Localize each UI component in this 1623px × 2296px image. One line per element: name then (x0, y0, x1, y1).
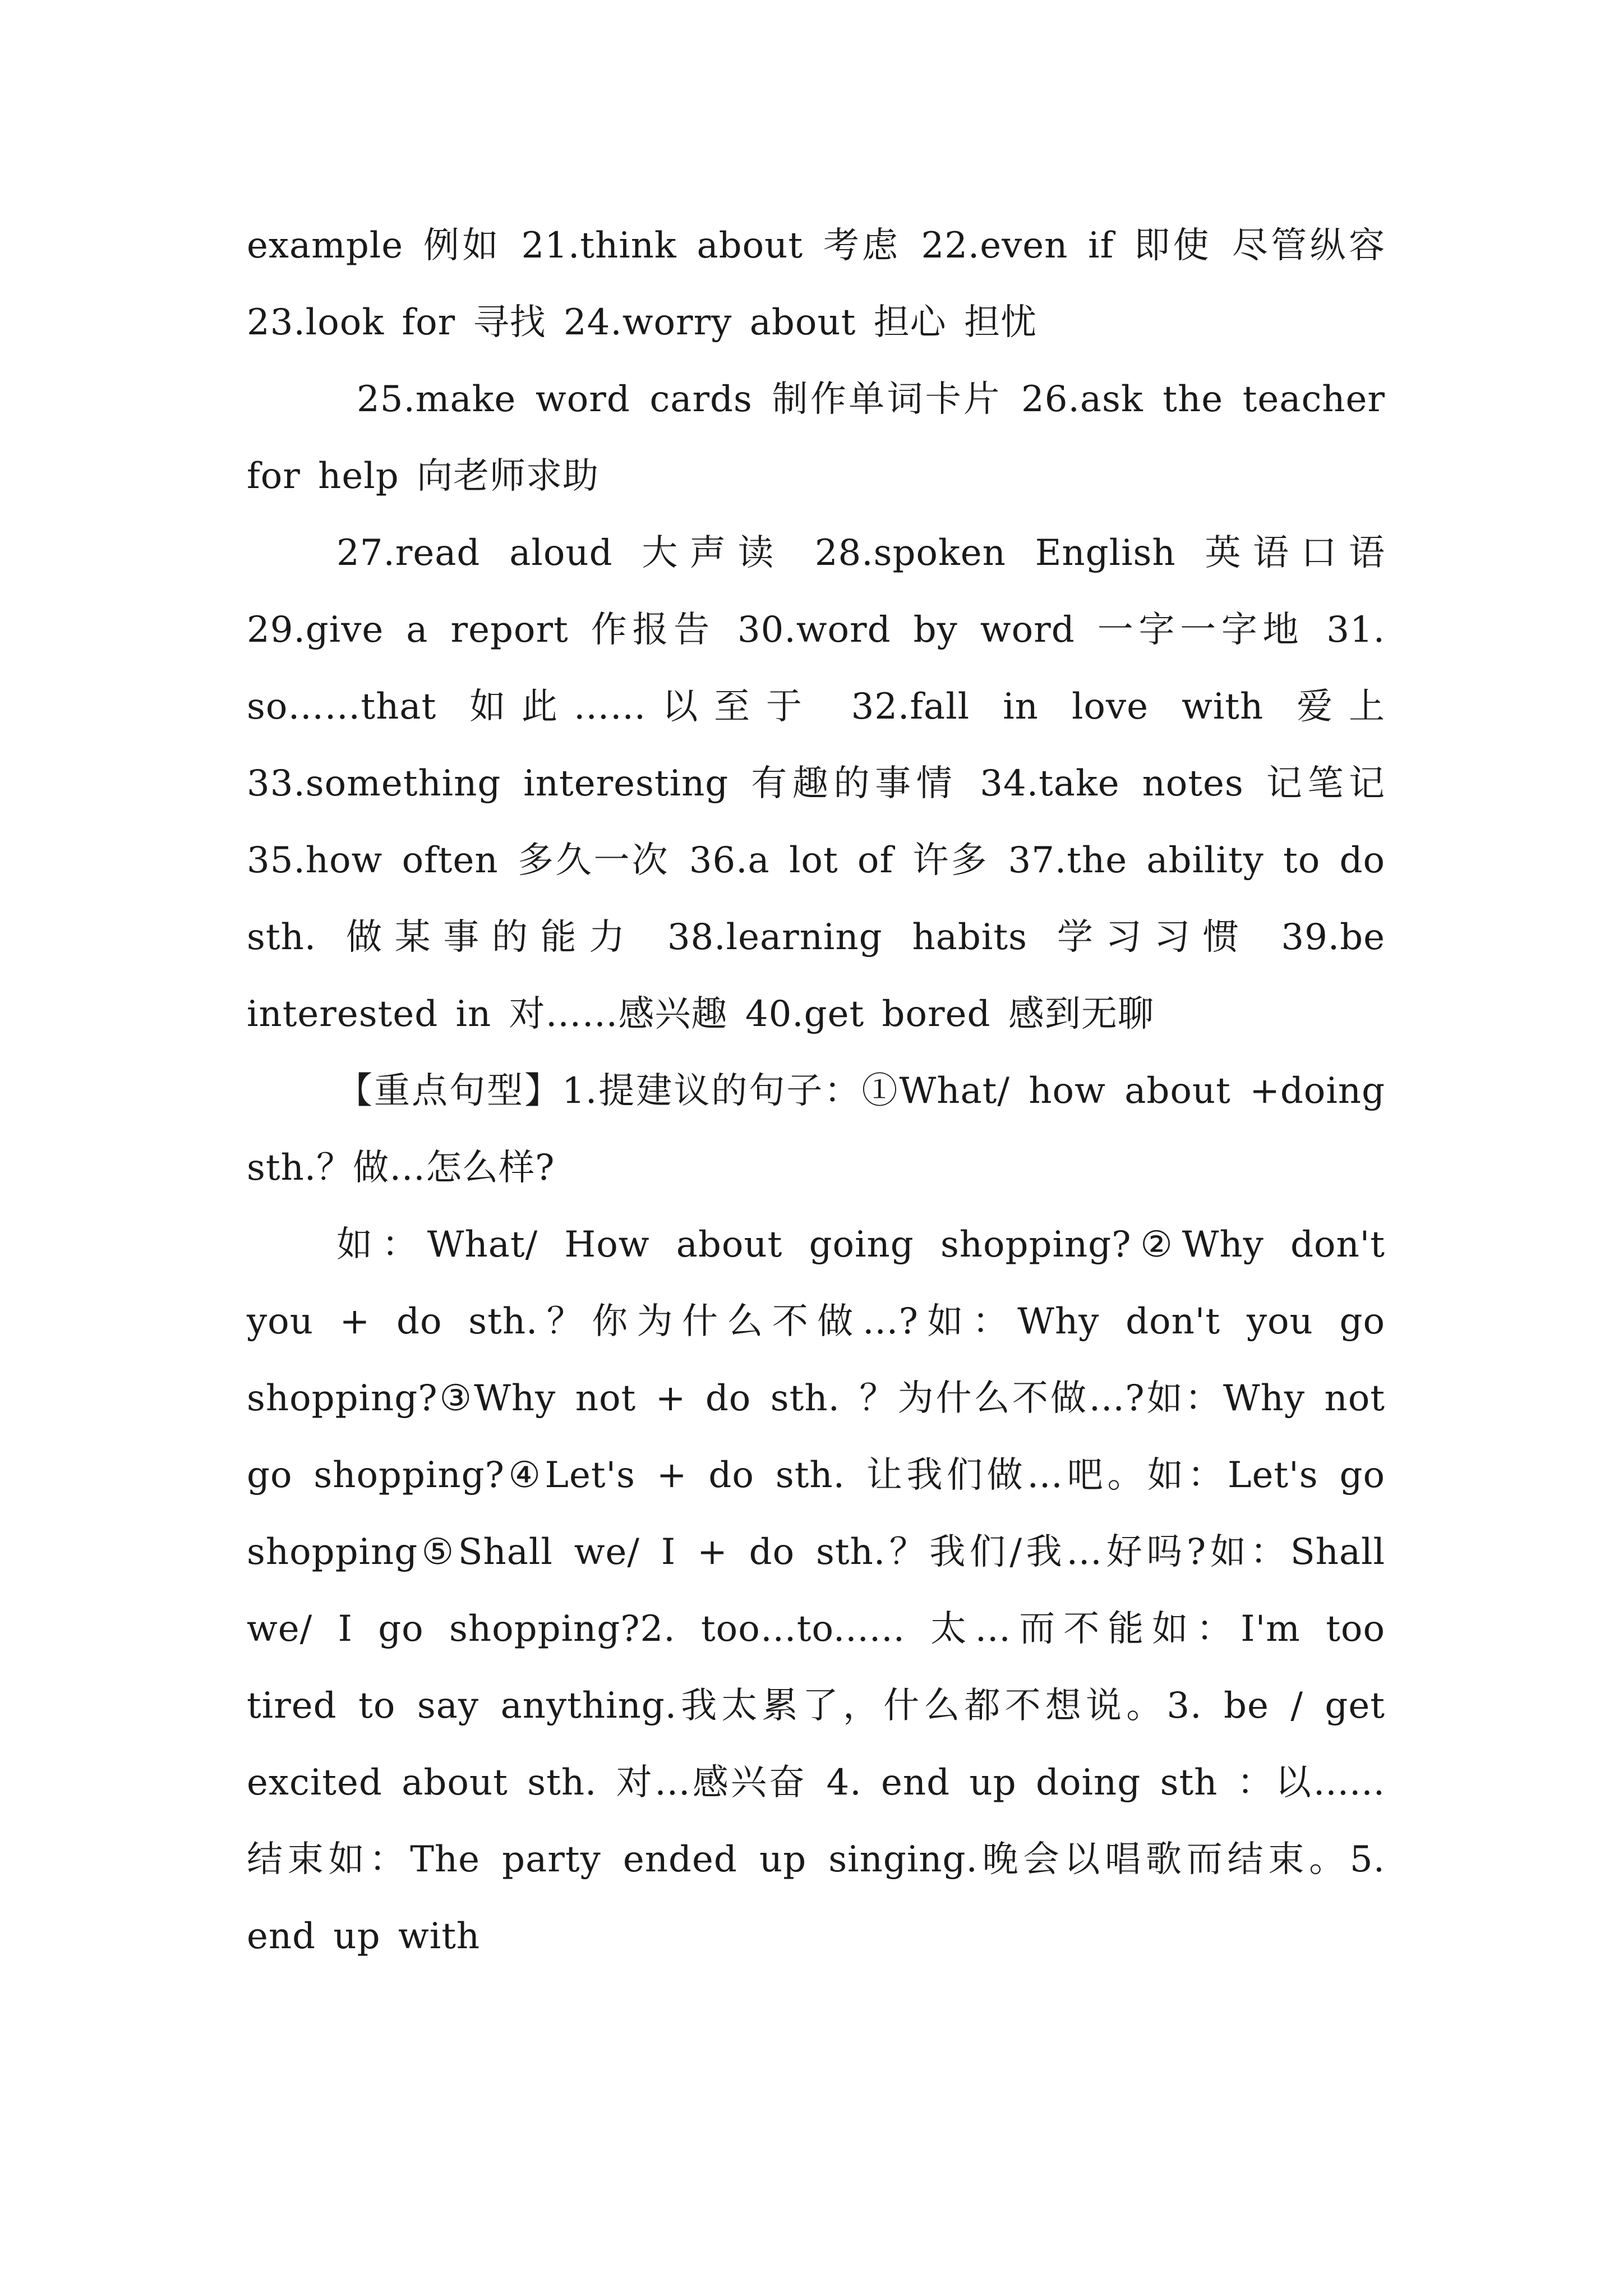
document-page (247, 208, 1385, 1975)
vocab-paragraph-2: 25.make word cards 制作单词卡片 26.ask the teacher for help 向老师求助 (247, 379, 1385, 497)
key-sentences-heading-paragraph: 【重点句型】1.提建议的句子：①What/ how about +doing sth.？做…怎么样? (247, 1070, 1385, 1189)
key-sentences-paragraph: 如：What/ How about going shopping?②Why don't you + do sth.？你为什么不做…?如：Why don't you go shopping?③Why not + do sth. ？为什么不做…?如：Why not go shopping?④Let's + do sth. 让我们做…吧。如：Let's go shopping⑤Shall we/ I + do sth.？我们/我…好吗?如：Shall we/ I go shopping?2. too…to...... 太…而不能如：I'm too tired to say anything.我太累了，什么都不想说。3. be / get excited about sth. 对…感兴奋 4. end up doing sth ：以......结束如：The party ended up singing.晚会以唱歌而结束。5. end up with (247, 1224, 1385, 1957)
vocab-paragraph-3: 27.read aloud 大声读 28.spoken English 英语口语 29.give a report 作报告 30.word by word 一字一字地 31. so……that 如此……以至于 32.fall in love with 爱上 33.something interesting 有趣的事情 34.take notes 记笔记 35.how often 多久一次 36.a lot of 许多 37.the ability to do sth. 做某事的能力 38.learning habits 学习习惯 39.be interested in 对……感兴趣 40.get bored 感到无聊 (247, 532, 1385, 1035)
vocab-paragraph-1: example 例如 21.think about 考虑 22.even if 即使 尽管纵容 23.look for 寻找 24.worry about 担心 担忧 (247, 225, 1385, 343)
